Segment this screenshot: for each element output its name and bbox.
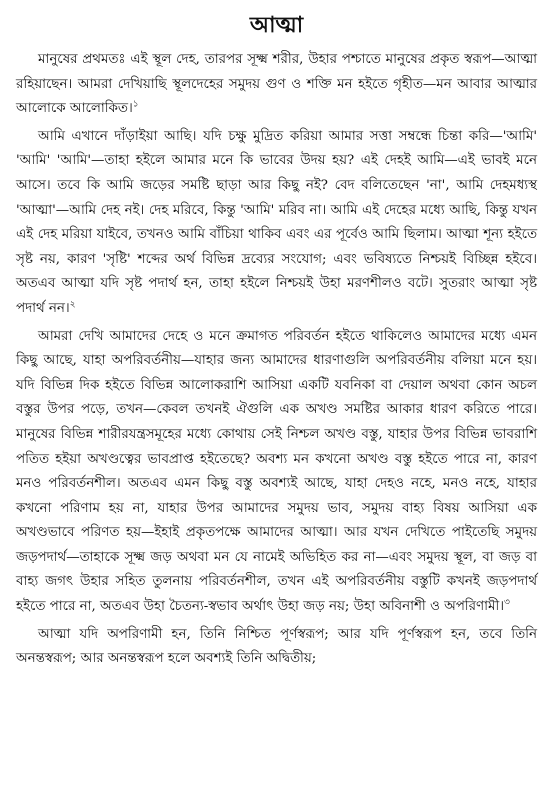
page-title: আত্মা (249, 12, 304, 38)
paragraph-3 (16, 325, 537, 620)
footnote-marker: ২ (69, 299, 76, 310)
paragraph-2 (16, 125, 537, 322)
footnote-marker: ৩ (504, 597, 510, 608)
paragraph-text: মানুষের প্রথমতঃ এই স্থূল দেহ, তারপর সূক্ষ্ম শরীর, উহার পশ্চাতে মানুষের প্রকৃত স্বরূপ—আত্মা রহিয়াছেন। আমরা দেখিয়াছি স্থূলদেহের সমুদয় গুণ ও শক্তি মন হইতে গৃহীত—মন আবার আত্মার আলোকে আলোকিত। (16, 52, 537, 117)
paragraph-4 (16, 623, 537, 672)
paragraph-1 (16, 48, 537, 122)
footnote-marker: ১ (132, 99, 139, 110)
paragraph-text: আমি এখানে দাঁড়াইয়া আছি। যদি চক্ষু মুদ্রিত করিয়া আমার সত্তা সম্বন্ধে চিন্তা করি—'আমি' 'আমি' 'আমি'—তাহা হইলে আমার মনে কি ভাবের উদয় হয়? এই দেহই আমি—এই ভাবই মনে আসে। তবে কি আমি জড়ের সমষ্টি ছাড়া আর কিছু নই? বেদ বলিতেছেন 'না', আমি দেহমধ্যস্থ 'আত্মা'—আমি দেহ নই। দেহ মরিবে, কিন্তু 'আমি' মরিব না। আমি এই দেহের মধ্যে আছি, কিন্তু যখন এই দেহ মরিয়া যাইবে, তখনও আমি বাঁচিয়া থাকিব এবং এর পূর্বেও আমি ছিলাম। আত্মা শূন্য হইতে সৃষ্ট নয়, কারণ 'সৃষ্টি' শব্দের অর্থ বিভিন্ন দ্রব্যের সংযোগ; এবং ভবিষ্যতে নিশ্চয়ই বিচ্ছিন্ন হইবে। অতএব আত্মা যদি সৃষ্ট পদার্থ হন, তাহা হইলে নিশ্চয়ই উহা মরণশীলও বটে। সুতরাং আত্মা সৃষ্ট পদার্থ নন। (16, 128, 537, 316)
paragraph-text: আত্মা যদি অপরিণামী হন, তিনি নিশ্চিত পূর্ণস্বরূপ; আর যদি পূর্ণস্বরূপ হন, তবে তিনি অনন্তস্বরূপ; আর অনন্তস্বরূপ হলে অবশ্যই তিনি অদ্বিতীয়; (16, 626, 537, 667)
paragraph-text: আমরা দেখি আমাদের দেহে ও মনে ক্রমাগত পরিবর্তন হইতে থাকিলেও আমাদের মধ্যে এমন কিছু আছে, যাহা অপরিবর্তনীয়—যাহার জন্য আমাদের ধারণাগুলি অপরিবর্তনীয় বলিয়া মনে হয়। যদি বিভিন্ন দিক হইতে বিভিন্ন আলোকরাশি আসিয়া একটি যবনিকা বা দেয়াল অথবা কোন অচল বস্তুর উপর পড়ে, তখন—কেবল তখনই ঐগুলি এক অখণ্ড সমষ্টির আকার ধারণ করিতে পারে। মানুষের বিভিন্ন শারীরযন্ত্রসমূহের মধ্যে কোথায় সেই নিশ্চল অখণ্ড বস্তু, যাহার উপর বিভিন্ন ভাবরাশি পতিত হইয়া অখণ্ডত্বের ভাবপ্রাপ্ত হইতেছে? অবশ্য মন কখনো অখণ্ড বস্তু হইতে পারে না, কারণ মনও পরিবর্তনশীল। অতএব এমন কিছু বস্তু অবশ্যই আছে, যাহা দেহও নহে, মনও নহে, যাহার কখনো পরিণাম হয় না, যাহার উপর আমাদের সমুদয় ভাব, সমুদয় বাহ্য বিষয় আসিয়া এক অখণ্ডভাবে পরিণত হয়—ইহাই প্রকৃতপক্ষে আমাদের আত্মা। আর যখন দেখিতে পাইতেছি সমুদয় জড়পদার্থ—তাহাকে সূক্ষ্ম জড় অথবা মন যে নামেই অভিহিত কর না—এবং সমুদয় স্থূল, বা জড় বা বাহ্য জগৎ উহার সহিত তুলনায় পরিবর্তনশীল, তখন এই অপরিবর্তনীয় বস্তুটি কখনই জড়পদার্থ হইতে পারে না, অতএব উহা চৈতন্য-স্বভাব অর্থাৎ উহা জড় নয়; উহা অবিনাশী ও অপরিণামী। (16, 328, 537, 615)
